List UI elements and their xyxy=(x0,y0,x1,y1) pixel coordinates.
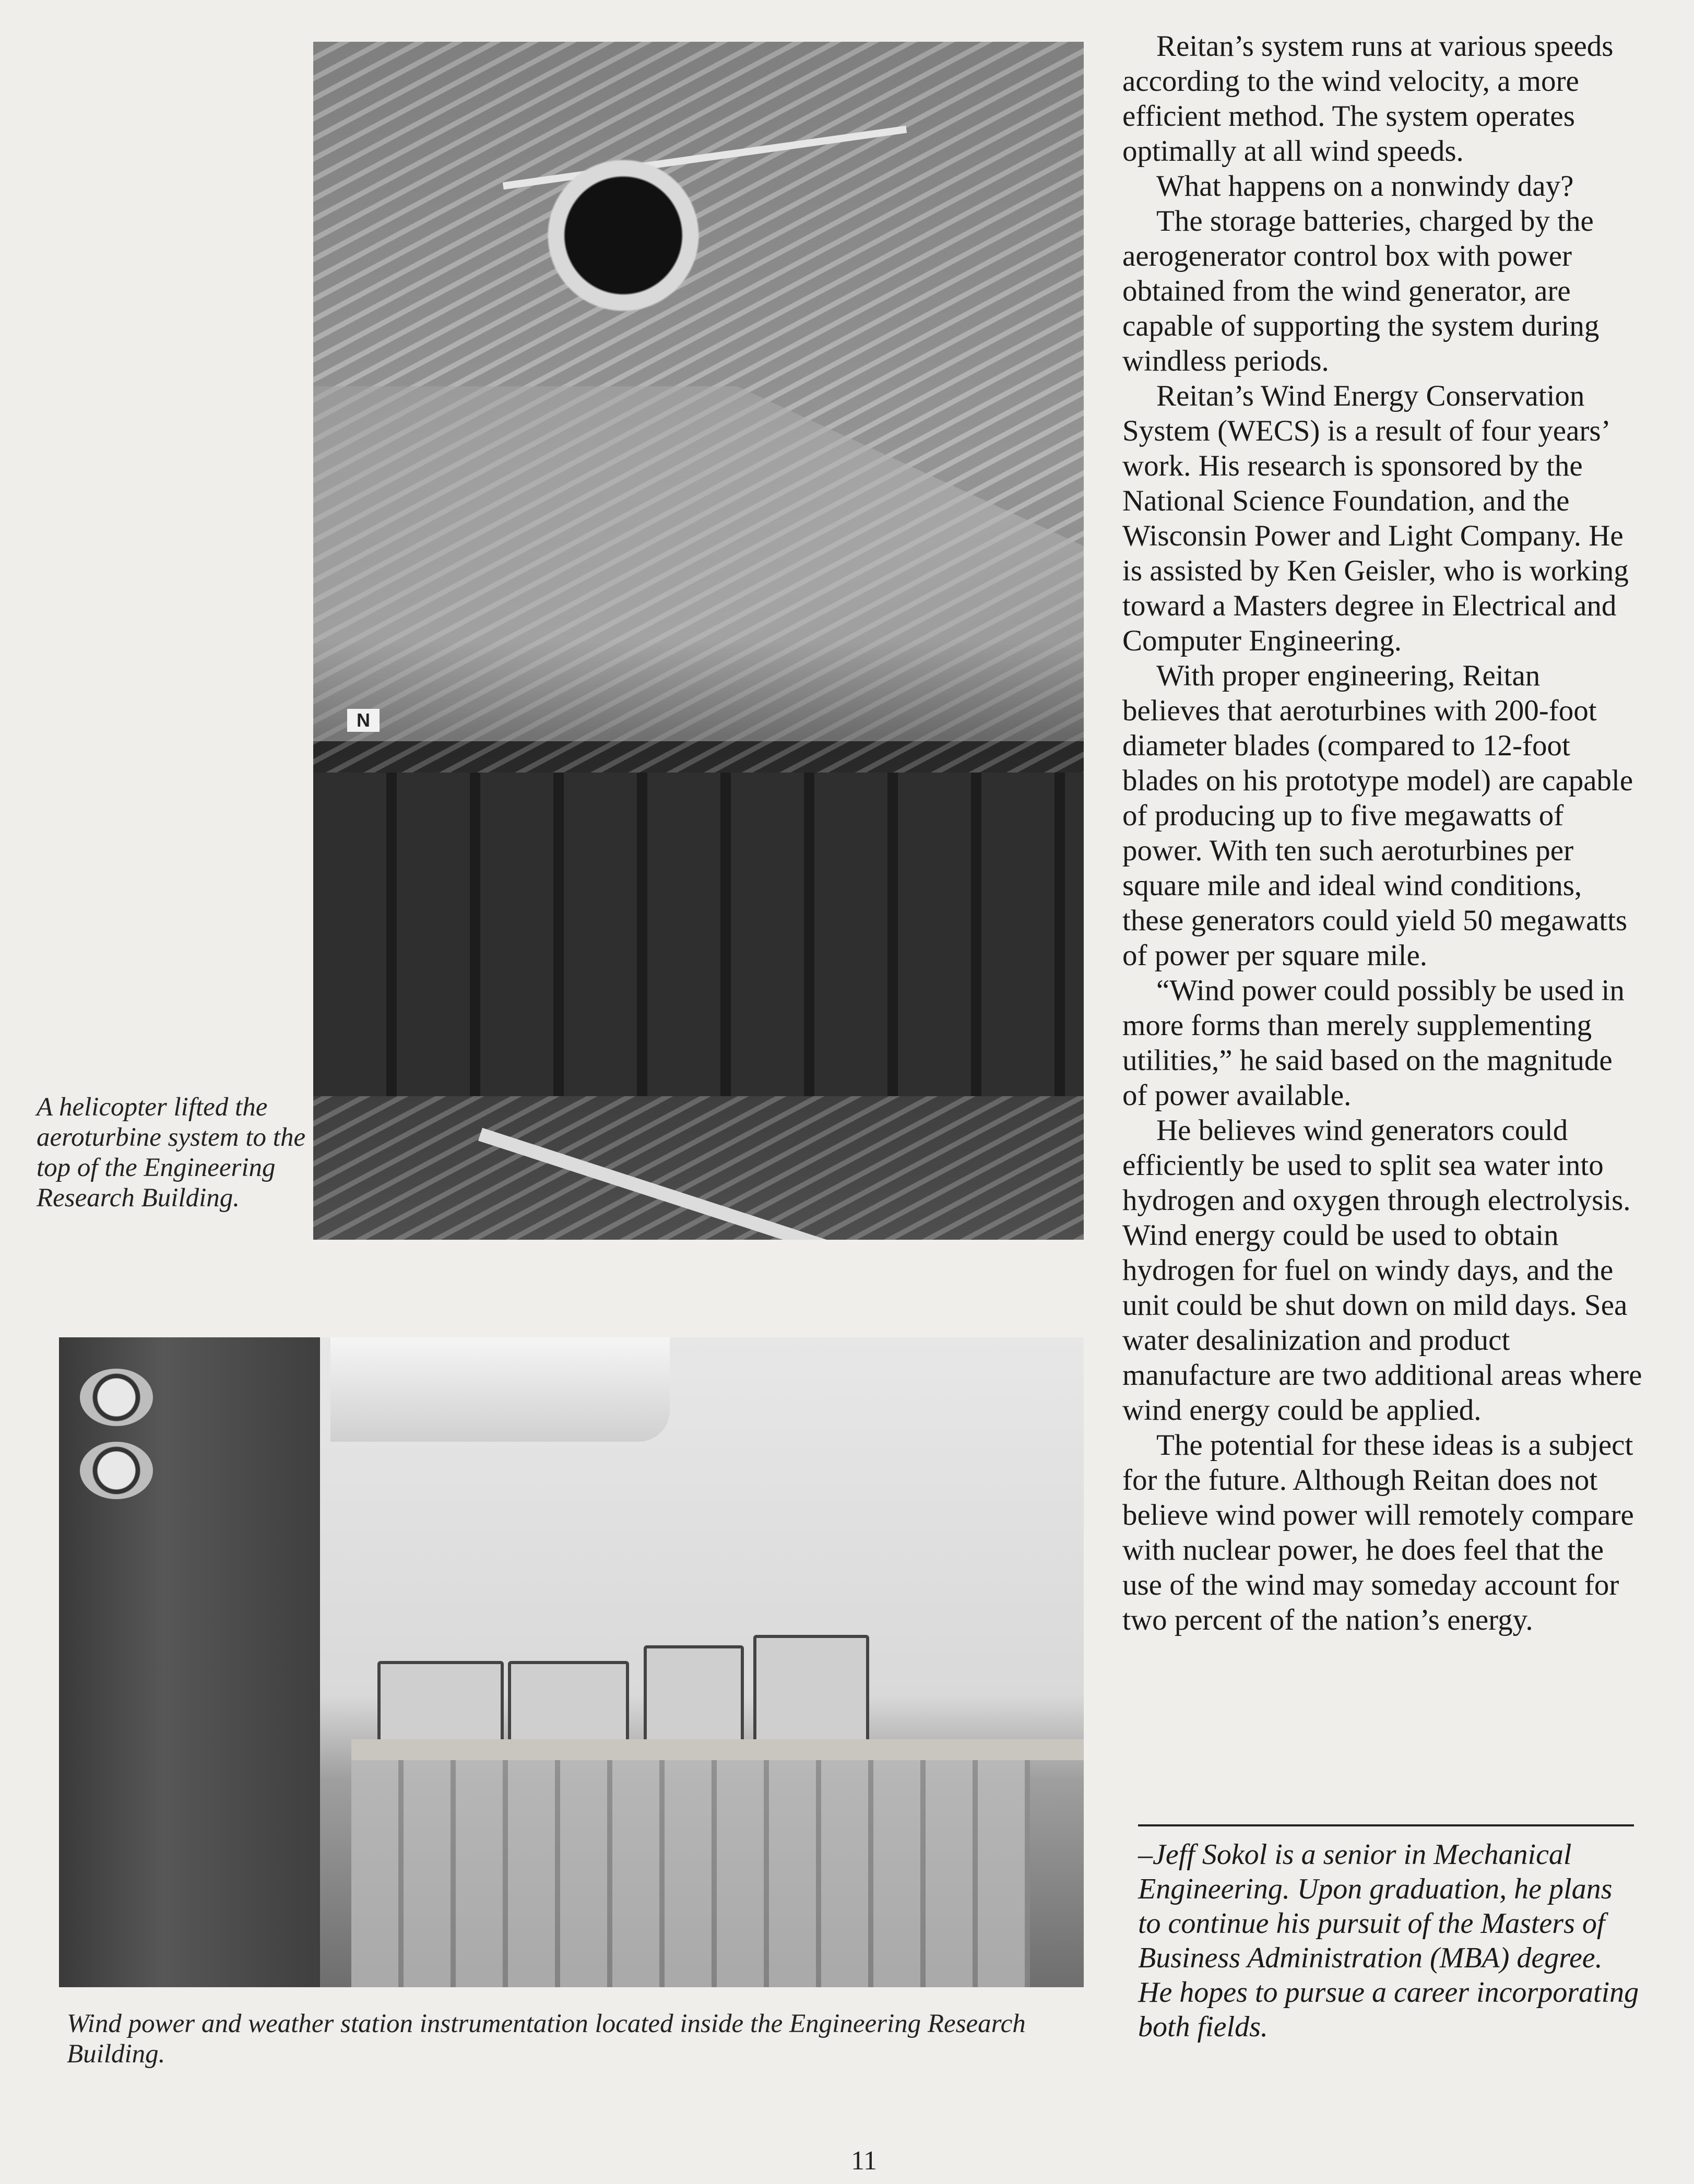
page-number: 11 xyxy=(850,2146,878,2176)
photo-caption-helicopter: A helicopter lifted the aeroturbine system to the top of the Engineering Research Building. xyxy=(37,1093,306,1213)
photo-caption-instrumentation: Wind power and weather station instrumentation located inside the Engineering Research Building. xyxy=(67,2009,1026,2069)
article-column xyxy=(1122,29,1644,1637)
stadium-field xyxy=(313,386,1084,741)
paragraph-6: “Wind power could possibly be used in more forms than merely supplementing utilities,” he said based on the magnitude of power available. xyxy=(1122,974,1625,1112)
paragraph-3: The storage batteries, charged by the aerogenerator control box with power obtained from the wind generator, are capable of supporting the system during windless periods. xyxy=(1122,205,1600,377)
meter-box xyxy=(644,1645,744,1746)
instrumentation-lab-photo xyxy=(59,1337,1084,1987)
paragraph-1: Reitan’s system runs at various speeds according to the wind velocity, a more efficient method. The system operates optimally at all wind speeds. xyxy=(1122,30,1614,168)
lab-bench xyxy=(351,1739,1084,1760)
paragraph-7: He believes wind generators could efficiently be used to split sea water into hydrogen and oxygen through electrolysis. Wind energy could be used to obtain hydrogen for fuel on windy days, and the unit could be shut down on mild days. Sea water desalinization and product manufacture are two additional areas where wind energy could be applied. xyxy=(1122,1114,1642,1427)
aeroturbine-boom xyxy=(478,1128,1028,1240)
paragraph-4: Reitan’s Wind Energy Conservation System (WECS) is a result of four years’ work. His research is sponsored by the National Science Foundation, and the Wisconsin Power and Light Company. He is assisted by Ken Geisler, who is working toward a Masters degree in Electrical and Computer Engineering. xyxy=(1122,379,1629,657)
oscilloscope-2 xyxy=(80,1442,153,1499)
oscilloscope-bench xyxy=(753,1635,869,1746)
recorder-1 xyxy=(377,1661,504,1746)
field-sign: N xyxy=(347,709,380,732)
ceiling-duct xyxy=(330,1337,670,1442)
helicopter-stadium-photo xyxy=(313,42,1084,1240)
equipment-rack xyxy=(59,1337,320,1987)
recorder-2 xyxy=(508,1661,629,1746)
building-wall xyxy=(313,773,1084,1096)
oscilloscope-1 xyxy=(80,1369,153,1426)
divider-rule xyxy=(1138,1824,1634,1826)
paragraph-2: What happens on a nonwindy day? xyxy=(1156,170,1574,203)
author-bio: –Jeff Sokol is a senior in Mechanical Engineering. Upon graduation, he plans to continue his pursuit of the Masters of Business Administration (MBA) degree. He hopes to pursue a career incorporating both fields. xyxy=(1138,1838,1639,2043)
battery-shelf xyxy=(351,1760,1030,1987)
paragraph-5: With proper engineering, Reitan believes that aeroturbines with 200-foot diameter blades (compared to 12-foot blades on his prototype model) are capable of producing up to five megawatts of power. With ten such aeroturbines per square mile and ideal wind conditions, these generators could yield 50 megawatts of power per square mile. xyxy=(1122,659,1633,972)
helicopter xyxy=(506,146,799,345)
paragraph-8: The potential for these ideas is a subject for the future. Although Reitan does not believe wind power will remotely compare with nuclear power, he does feel that the use of the wind may someday account for two percent of the nation’s energy. xyxy=(1122,1429,1634,1636)
